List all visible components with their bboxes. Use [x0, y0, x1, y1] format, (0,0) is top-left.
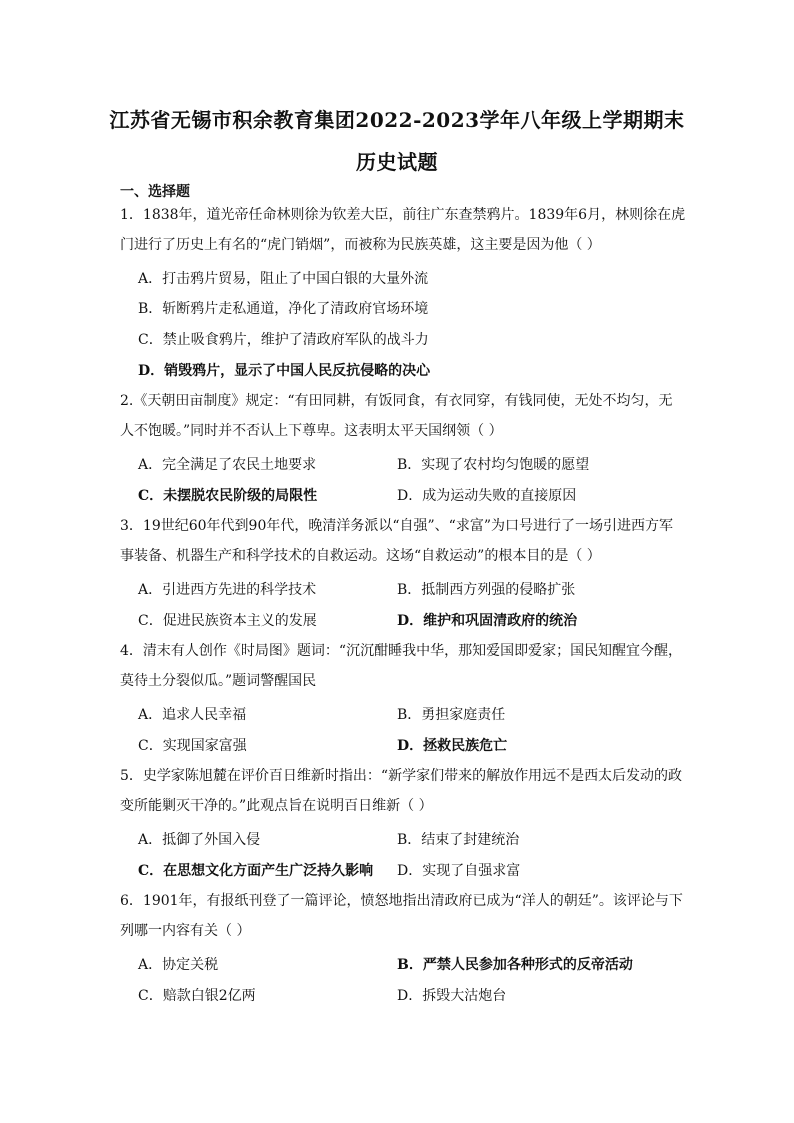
question-5-stem-line-2: 变所能剿灭干净的。”此观点旨在说明百日维新（ ）	[120, 798, 433, 814]
question-6-stem	[120, 886, 683, 946]
question-1-stem-line-1: 1．1838年，道光帝任命林则徐为钦差大臣，前往广东查禁鸦片。1839年6月，林则徐在虎	[120, 207, 686, 223]
question-1-stem-line-2: 门进行了历史上有名的“虎门销烟”，而被称为民族英雄，这主要是因为他（ ）	[120, 237, 601, 253]
question-2-stem-line-2: 人不饱暖。”同时并不否认上下尊卑。这表明太平天国纲领（ ）	[120, 423, 503, 439]
question-2-option-c: C．未摆脱农民阶级的局限性	[138, 488, 318, 504]
question-2-stem	[120, 386, 680, 446]
question-6-stem-line-1: 6．1901年，有报纸刊登了一篇评论，愤怒地指出清政府已成为“洋人的朝廷”。该评论与下	[120, 893, 683, 909]
question-5-option-c: C．在思想文化方面产生广泛持久影响	[138, 863, 374, 879]
page-subtitle: 历史试题	[356, 150, 438, 174]
page-title: 江苏省无锡市积余教育集团2022-2023学年八年级上学期期末	[109, 108, 685, 132]
question-2-stem-line-1: 2.《天朝田亩制度》规定：“有田同耕，有饭同食，有衣同穿，有钱同使，无处不均匀，无	[120, 393, 673, 409]
question-2-option-b: B．实现了农村均匀饱暖的愿望	[397, 457, 590, 473]
question-6-stem-line-2: 列哪一内容有关（ ）	[120, 923, 251, 939]
question-6-option-d: D．拆毁大沽炮台	[397, 988, 507, 1004]
question-5-option-d: D．实现了自强求富	[397, 863, 521, 879]
question-2-option-a: A．完全满足了农民土地要求	[138, 457, 317, 473]
question-1-option-d: D．销毁鸦片，显示了中国人民反抗侵略的决心	[138, 363, 431, 379]
question-3-stem-line-1: 3．19世纪60年代到90年代，晚清洋务派以“自强”、“求富”为口号进行了一场引进西方军	[120, 518, 673, 534]
question-1-option-b: B．斩断鸦片走私通道，净化了清政府官场环境	[138, 301, 429, 317]
question-2-option-d: D．成为运动失败的直接原因	[397, 488, 577, 504]
question-3-option-b: B．抵制西方列强的侵略扩张	[397, 582, 576, 598]
question-1-option-c: C．禁止吸食鸦片，维护了清政府军队的战斗力	[138, 332, 429, 348]
question-6-option-b: B．严禁人民参加各种形式的反帝活动	[397, 957, 633, 973]
question-4-stem-line-2: 莫待土分裂似瓜。”题词警醒国民	[120, 673, 317, 689]
question-6-option-a: A．协定关税	[138, 957, 219, 973]
question-6-option-c: C．赔款白银2亿两	[138, 988, 256, 1004]
question-4-stem	[120, 636, 683, 696]
question-4-option-c: C．实现国家富强	[138, 738, 247, 754]
question-5-option-a: A．抵御了外国入侵	[138, 832, 261, 848]
question-4-option-a: A．追求人民幸福	[138, 707, 247, 723]
question-3-option-c: C．促进民族资本主义的发展	[138, 613, 317, 629]
question-5-stem	[120, 761, 683, 821]
question-3-stem-line-2: 事装备、机器生产和科学技术的自救运动。这场“自救运动”的根本目的是（ ）	[120, 548, 601, 564]
question-1-stem	[120, 200, 686, 260]
question-1-option-a: A．打击鸦片贸易，阻止了中国白银的大量外流	[138, 271, 429, 287]
section-heading: 一、选择题	[120, 184, 190, 200]
question-3-stem	[120, 511, 680, 571]
question-4-option-d: D．拯救民族危亡	[397, 738, 508, 754]
question-5-option-b: B．结束了封建统治	[397, 832, 520, 848]
question-5-stem-line-1: 5．史学家陈旭麓在评价百日维新时指出：“新学家们带来的解放作用远不是西太后发动的政	[120, 768, 683, 784]
question-4-option-b: B．勇担家庭责任	[397, 707, 506, 723]
question-3-option-d: D．维护和巩固清政府的统治	[397, 613, 578, 629]
question-3-option-a: A．引进西方先进的科学技术	[138, 582, 317, 598]
question-4-stem-line-1: 4．清末有人创作《时局图》题词：“沉沉酣睡我中华，那知爱国即爱家；国民知醒宜今醒，	[120, 643, 683, 659]
